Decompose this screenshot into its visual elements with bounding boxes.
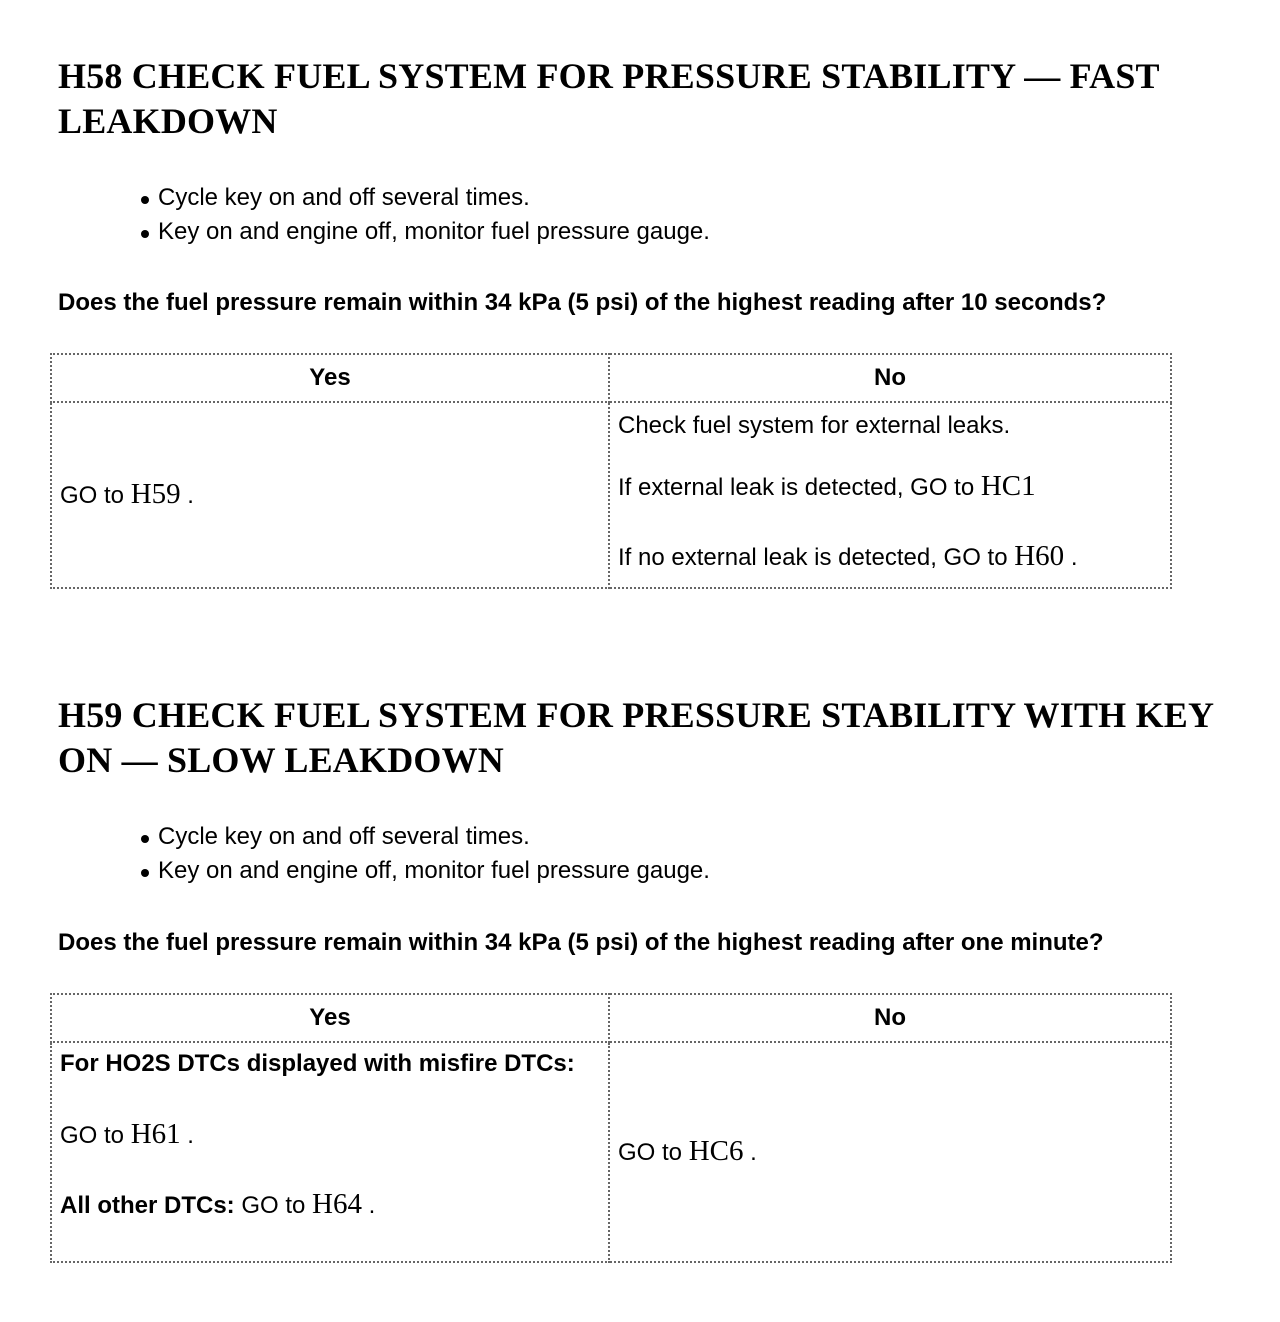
no-line-3: If no external leak is detected, GO to H60 . bbox=[618, 540, 1078, 572]
no-cell bbox=[609, 402, 1171, 588]
yes-line-2: GO to H61 . bbox=[60, 1118, 194, 1150]
bullet-icon bbox=[141, 869, 149, 877]
link-h59[interactable]: H59 bbox=[130, 478, 181, 510]
bullet-icon bbox=[141, 230, 149, 238]
instruction-list bbox=[141, 820, 710, 888]
step-title: H58 CHECK FUEL SYSTEM FOR PRESSURE STABILITY — FAST LEAKDOWN bbox=[58, 56, 1160, 141]
step-title: H59 CHECK FUEL SYSTEM FOR PRESSURE STABILITY WITH KEY ON — SLOW LEAKDOWN bbox=[58, 695, 1213, 780]
yes-header: Yes bbox=[51, 354, 609, 402]
yes-line-3: All other DTCs: GO to H64 . bbox=[60, 1188, 376, 1220]
link-h61[interactable]: H61 bbox=[130, 1118, 181, 1150]
link-h60[interactable]: H60 bbox=[1014, 540, 1065, 572]
table-row bbox=[51, 402, 1171, 588]
list-item: Cycle key on and off several times. bbox=[141, 820, 710, 854]
list-item: Key on and engine off, monitor fuel pressure gauge. bbox=[141, 854, 710, 888]
no-header: No bbox=[609, 354, 1171, 402]
yes-cell bbox=[51, 1042, 609, 1262]
link-hc6[interactable]: HC6 bbox=[688, 1135, 744, 1167]
answer-table bbox=[50, 353, 1172, 589]
yes-heading: For HO2S DTCs displayed with misfire DTCs: bbox=[60, 1050, 575, 1077]
table-row bbox=[51, 1042, 1171, 1262]
list-item: Cycle key on and off several times. bbox=[141, 181, 710, 215]
no-line-1: Check fuel system for external leaks. bbox=[618, 412, 1011, 439]
table-header-row bbox=[51, 994, 1171, 1042]
link-hc1[interactable]: HC1 bbox=[980, 470, 1036, 502]
instruction-list bbox=[141, 181, 710, 249]
no-line-2: If external leak is detected, GO to HC1 bbox=[618, 470, 1036, 502]
answer-table bbox=[50, 993, 1172, 1263]
link-h64[interactable]: H64 bbox=[312, 1188, 362, 1220]
yes-header: Yes bbox=[51, 994, 609, 1042]
bullet-icon bbox=[141, 196, 149, 204]
question-text: Does the fuel pressure remain within 34 kPa (5 psi) of the highest reading after one minute? bbox=[58, 929, 1104, 956]
no-header: No bbox=[609, 994, 1171, 1042]
no-cell: GO to HC6 . bbox=[609, 1042, 1171, 1262]
table-header-row bbox=[51, 354, 1171, 402]
yes-cell: GO to H59 . bbox=[51, 402, 609, 588]
list-item: Key on and engine off, monitor fuel pressure gauge. bbox=[141, 215, 710, 249]
question-text: Does the fuel pressure remain within 34 kPa (5 psi) of the highest reading after 10 seconds? bbox=[58, 289, 1107, 316]
bullet-icon bbox=[141, 835, 149, 843]
